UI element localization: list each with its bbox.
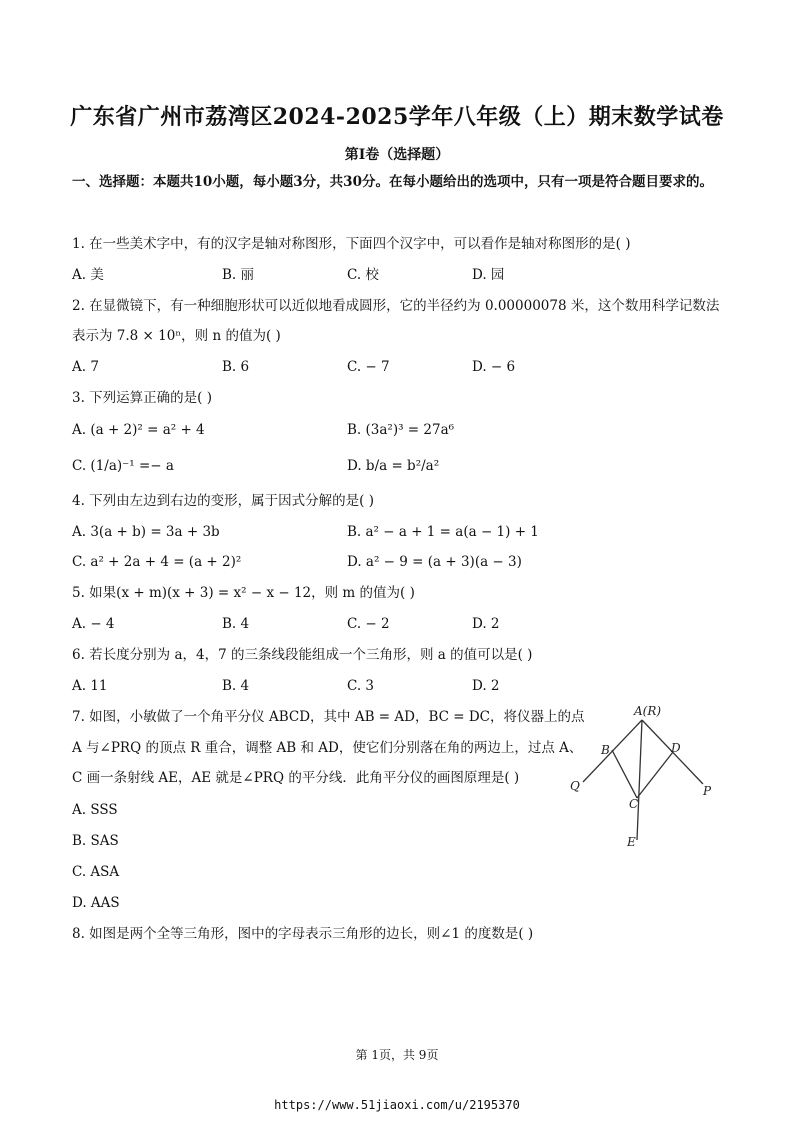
q1-option-b: B. 丽 (222, 267, 255, 283)
label-e: E (627, 835, 636, 849)
q7-option-d: D. AAS (72, 895, 120, 911)
question-7-text-line2: A 与∠PRQ 的顶点 R 重合，调整 AB 和 AD，使它们分别落在角的两边上，过点 A、 (72, 740, 583, 756)
section-heading: 一、选择题：本题共10小题，每小题3分，共30分。在每小题给出的选项中，只有一项是符合题目要求的。 (72, 174, 713, 190)
q4-option-c: C. a² + 2a + 4 = (a + 2)² (72, 554, 242, 570)
exam-title: 广东省广州市荔湾区2024-2025学年八年级（上）期末数学试卷 (70, 104, 724, 130)
q2-option-c: C. − 7 (347, 359, 390, 375)
q7-option-b: B. SAS (72, 833, 119, 849)
label-q: Q (570, 779, 580, 793)
q4-option-b: B. a² − a + 1 = a(a − 1) + 1 (347, 524, 539, 540)
question-2-text-line1: 2. 在显微镜下，有一种细胞形状可以近似地看成圆形，它的半径约为 0.00000078 米，这个数用科学记数法 (72, 298, 720, 314)
q6-option-c: C. 3 (347, 678, 375, 694)
q4-option-a: A. 3(a + b) = 3a + 3b (72, 524, 220, 540)
q3-option-a: A. (a + 2)² = a² + 4 (72, 422, 205, 438)
q5-option-d: D. 2 (472, 616, 500, 632)
ray-ae (637, 720, 642, 840)
q5-option-c: C. − 2 (347, 616, 390, 632)
q2-option-a: A. 7 (72, 359, 99, 375)
q7-option-a: A. SSS (72, 802, 118, 818)
segment-bc (612, 750, 637, 798)
question-6-text: 6. 若长度分别为 a，4，7 的三条线段能组成一个三角形，则 a 的值可以是( ) (72, 647, 533, 663)
question-7-text-line3: C 画一条射线 AE，AE 就是∠PRQ 的平分线．此角平分仪的画图原理是( ) (72, 770, 520, 786)
q5-option-b: B. 4 (222, 616, 250, 632)
angle-bisector-figure (565, 700, 725, 850)
q2-option-b: B. 6 (222, 359, 250, 375)
q6-option-a: A. 11 (72, 678, 108, 694)
question-3-text: 3. 下列运算正确的是( ) (72, 390, 212, 406)
label-d: D (671, 741, 681, 755)
q3-option-b: B. (3a²)³ = 27a⁶ (347, 422, 455, 438)
label-p: P (703, 784, 712, 798)
q6-option-d: D. 2 (472, 678, 500, 694)
page-footer: 第 1页，共 9页 (355, 1048, 439, 1062)
question-8-text: 8. 如图是两个全等三角形，图中的字母表示三角形的边长，则∠1 的度数是( ) (72, 926, 534, 942)
q6-option-b: B. 4 (222, 678, 250, 694)
question-7-text-line1: 7. 如图，小敏做了一个角平分仪 ABCD，其中 AB = AD，BC = DC，将仪器上的点 (72, 709, 585, 725)
q1-option-d: D. 园 (472, 267, 505, 283)
q1-option-a: A. 美 (72, 267, 104, 283)
watermark-url: https://www.51jiaoxi.com/u/2195370 (274, 1098, 520, 1112)
segment-dc (637, 752, 673, 798)
q3-option-c: C. (1/a)⁻¹ =− a (72, 458, 174, 474)
q4-option-d: D. a² − 9 = (a + 3)(a − 3) (347, 554, 522, 570)
label-b: B (601, 743, 610, 757)
question-1-text: 1. 在一些美术字中，有的汉字是轴对称图形，下面四个汉字中，可以看作是轴对称图形的是( ) (72, 236, 631, 252)
q7-option-c: C. ASA (72, 864, 120, 880)
q3-option-d: D. b/a = b²/a² (347, 458, 440, 474)
question-5-text: 5. 如果(x + m)(x + 3) = x² − x − 12，则 m 的值为( ) (72, 585, 415, 601)
exam-subtitle: 第I卷（选择题） (344, 147, 450, 163)
q1-option-c: C. 校 (347, 267, 379, 283)
q2-option-d: D. − 6 (472, 359, 516, 375)
question-2-text-line2: 表示为 7.8 × 10ⁿ，则 n 的值为( ) (72, 328, 281, 344)
label-a: A(R) (634, 704, 662, 718)
label-c: C (629, 797, 639, 811)
question-4-text: 4. 下列由左边到右边的变形，属于因式分解的是( ) (72, 493, 374, 509)
q5-option-a: A. − 4 (72, 616, 115, 632)
